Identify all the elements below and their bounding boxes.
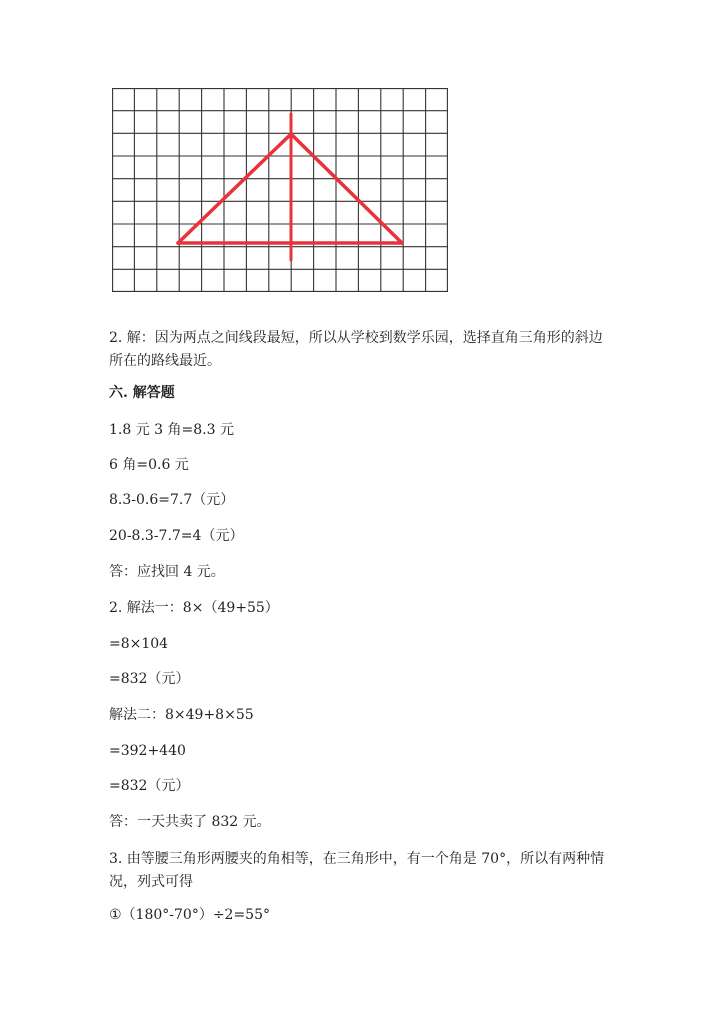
q2-method-2: 解法二：8×49+8×55	[109, 707, 254, 723]
q2-step-1: =8×104	[109, 636, 169, 652]
q2-explanation: 2. 解：因为两点之间线段最短，所以从学校到数学乐园，选择直角三角形的斜边所在的路线最近。	[109, 330, 603, 369]
triangle-left-side	[178, 134, 291, 243]
q2-step-2: =832（元）	[109, 671, 190, 687]
q1-line-1: 1.8 元 3 角=8.3 元	[109, 422, 234, 438]
q2-step-3: =392+440	[109, 743, 186, 759]
q2-step-4: =832（元）	[109, 778, 190, 794]
triangle	[178, 114, 402, 260]
q3-intro: 3. 由等腰三角形两腰夹的角相等，在三角形中，有一个角是 70°，所以有两种情况，列式可得	[109, 851, 605, 890]
grid-lines	[112, 88, 448, 292]
q1-line-4: 20-8.3-7.7=4（元）	[109, 528, 244, 544]
q2-answer: 答：一天共卖了 832 元。	[109, 814, 271, 830]
q3-case-1: ①（180°-70°）÷2=55°	[109, 907, 270, 923]
q2-method-1: 2. 解法一：8×（49+55）	[109, 600, 279, 616]
triangle-right-side	[291, 134, 402, 243]
q1-line-3: 8.3-0.6=7.7（元）	[109, 492, 235, 508]
grid-triangle-figure	[112, 88, 448, 292]
q1-line-2: 6 角=0.6 元	[109, 457, 189, 473]
section-6-heading: 六. 解答题	[109, 385, 175, 401]
q1-answer: 答：应找回 4 元。	[109, 564, 225, 580]
